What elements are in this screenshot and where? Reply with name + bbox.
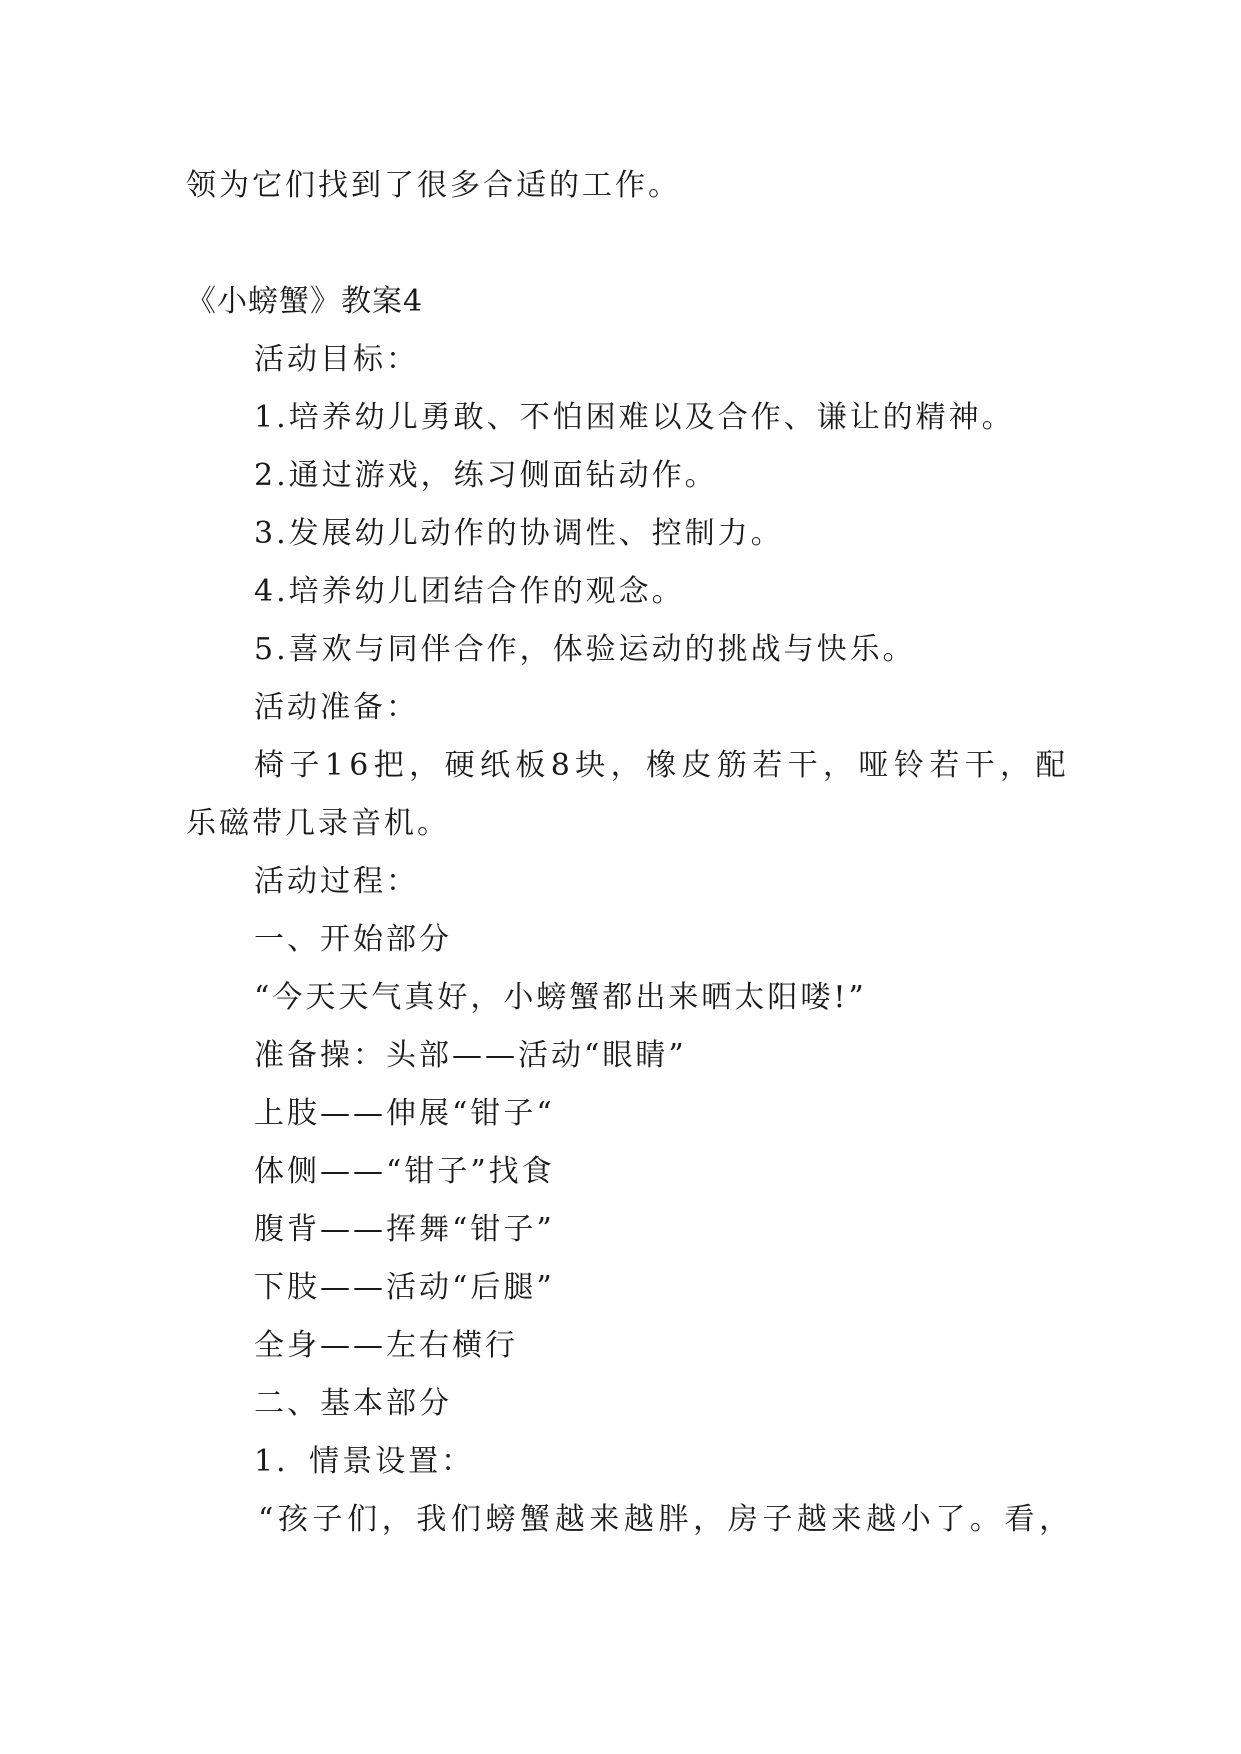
subheading-process: 活动过程： bbox=[254, 864, 419, 899]
text-line-continuation: 领为它们找到了很多合适的工作。 bbox=[186, 168, 681, 203]
preparation-text: 椅子16把，硬纸板8块，橡皮筋若干，哑铃若干，配 bbox=[254, 748, 1071, 783]
subheading-preparation: 活动准备： bbox=[254, 690, 419, 725]
warmup-whole-body: 全身——左右横行 bbox=[254, 1328, 518, 1363]
warmup-upper-limbs: 上肢——伸展“钳子“ bbox=[254, 1096, 555, 1131]
scene-setup-quote: “孩子们，我们螃蟹越来越胖，房子越来越小了。看， bbox=[258, 1502, 1074, 1537]
part-two-heading: 二、基本部分 bbox=[254, 1386, 452, 1421]
scene-setup-heading: 1．情景设置： bbox=[254, 1444, 475, 1479]
warmup-abdomen-back: 腹背——挥舞“钳子” bbox=[254, 1212, 555, 1247]
goal-item-1: 1.培养幼儿勇敢、不怕困难以及合作、谦让的精神。 bbox=[254, 400, 1015, 435]
part-one-heading: 一、开始部分 bbox=[254, 922, 452, 957]
warmup-side: 体侧——“钳子”找食 bbox=[254, 1154, 555, 1189]
goal-item-2: 2.通过游戏，练习侧面钻动作。 bbox=[254, 458, 718, 493]
section-heading: 《小螃蟹》教案4 bbox=[186, 284, 424, 319]
quote-line: “今天天气真好，小螃蟹都出来晒太阳喽!” bbox=[254, 980, 867, 1015]
goal-item-4: 4.培养幼儿团结合作的观念。 bbox=[254, 574, 685, 609]
warmup-lower-limbs: 下肢——活动“后腿” bbox=[254, 1270, 555, 1305]
goal-item-3: 3.发展幼儿动作的协调性、控制力。 bbox=[254, 516, 784, 551]
subheading-goals: 活动目标： bbox=[254, 342, 419, 377]
preparation-text-cont: 乐磁带几录音机。 bbox=[186, 806, 450, 841]
warmup-head: 准备操：头部——活动“眼睛” bbox=[254, 1038, 687, 1073]
goal-item-5: 5.喜欢与同伴合作，体验运动的挑战与快乐。 bbox=[254, 632, 916, 667]
